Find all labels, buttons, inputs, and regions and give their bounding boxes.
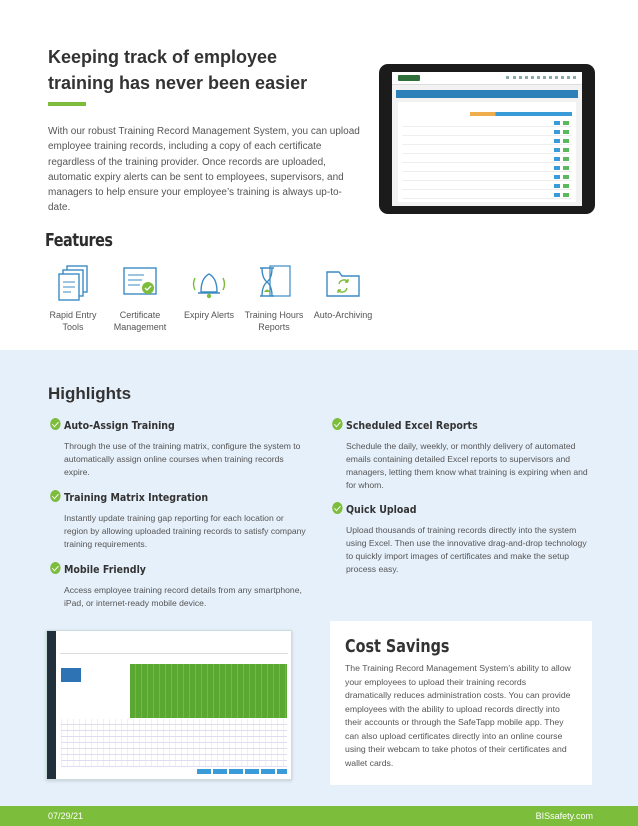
cost-savings-card xyxy=(330,621,592,785)
footer xyxy=(0,806,638,826)
cost-heading: Cost Savings xyxy=(345,636,450,657)
hourglass-icon xyxy=(252,262,296,302)
highlight-title: Scheduled Excel Reports xyxy=(346,419,478,432)
highlight-title: Quick Upload xyxy=(346,503,417,516)
highlight-excel xyxy=(346,419,591,492)
accent-bar xyxy=(48,102,86,106)
feature-hours xyxy=(239,262,309,333)
highlight-title: Training Matrix Integration xyxy=(64,491,209,504)
cost-text: The Training Record Management System’s ability to allow your employees to upload their training records dramatically reduces administration costs. You can provide employees with the ability to upload records directly into their accounts or through the SafeTapp mobile app. They can also upload certificates directly into an online course using their webcam to take photos of their certificates and wallet cards. xyxy=(345,663,571,768)
highlight-title: Mobile Friendly xyxy=(64,563,146,576)
highlight-text: Instantly update training gap reporting for each location or region by allowing uploaded training records to satisfy company training requirements. xyxy=(64,513,306,549)
documents-icon xyxy=(51,262,95,302)
check-icon xyxy=(50,562,60,574)
highlight-mobile xyxy=(64,563,309,610)
feature-label: Auto-Archiving xyxy=(313,310,373,320)
training-matrix-screenshot xyxy=(46,630,292,780)
highlight-text: Schedule the daily, weekly, or monthly delivery of automated emails containing detailed Excel reports to supervisors and managers, letting them know what training is expiring when and for whom. xyxy=(346,441,588,490)
check-icon xyxy=(332,418,342,430)
feature-label: Certificate Management xyxy=(113,310,167,332)
certificate-icon xyxy=(118,262,162,302)
feature-expiry xyxy=(174,262,244,321)
feature-label: Expiry Alerts xyxy=(183,310,234,320)
feature-rapid-entry xyxy=(38,262,108,333)
highlight-matrix xyxy=(64,491,309,551)
check-icon xyxy=(50,418,60,430)
check-icon xyxy=(332,502,342,514)
footer-url[interactable]: BISsafety.com xyxy=(535,811,593,821)
bell-icon xyxy=(187,262,231,302)
feature-archiving xyxy=(308,262,378,321)
highlight-text: Through the use of the training matrix, configure the system to automatically assign online courses when training records expire. xyxy=(64,441,301,477)
intro-text: With our robust Training Record Management System, you can upload employee training records, including a copy of each certificate regardless of the training provider. Once records are uploaded, automatic expiry alerts can be sent to employees, supervisors, and managers to help ensure your employee’s training is always up-to-date. xyxy=(48,126,360,214)
folder-sync-icon xyxy=(321,262,365,302)
highlight-auto-assign xyxy=(64,419,309,479)
footer-date: 07/29/21 xyxy=(48,811,84,821)
page-title: Keeping track of employee training has never been easier xyxy=(48,47,308,93)
highlight-title: Auto-Assign Training xyxy=(64,419,175,432)
feature-label: Rapid Entry Tools xyxy=(49,310,97,332)
tablet-screenshot xyxy=(379,64,595,214)
tablet-screen xyxy=(392,72,582,206)
feature-label: Training Hours Reports xyxy=(244,310,304,332)
highlight-upload xyxy=(346,503,591,576)
features-heading: Features xyxy=(45,230,113,251)
highlights-heading: Highlights xyxy=(48,384,132,403)
highlight-text: Upload thousands of training records directly into the system using Excel. Then use the innovative drag-and-drop technology to quickly import images of certificates and make the setup process easy. xyxy=(346,525,587,574)
check-icon xyxy=(50,490,60,502)
feature-certificate xyxy=(105,262,175,333)
highlight-text: Access employee training record details from any smartphone, iPad, or internet-ready mobile device. xyxy=(64,585,302,608)
